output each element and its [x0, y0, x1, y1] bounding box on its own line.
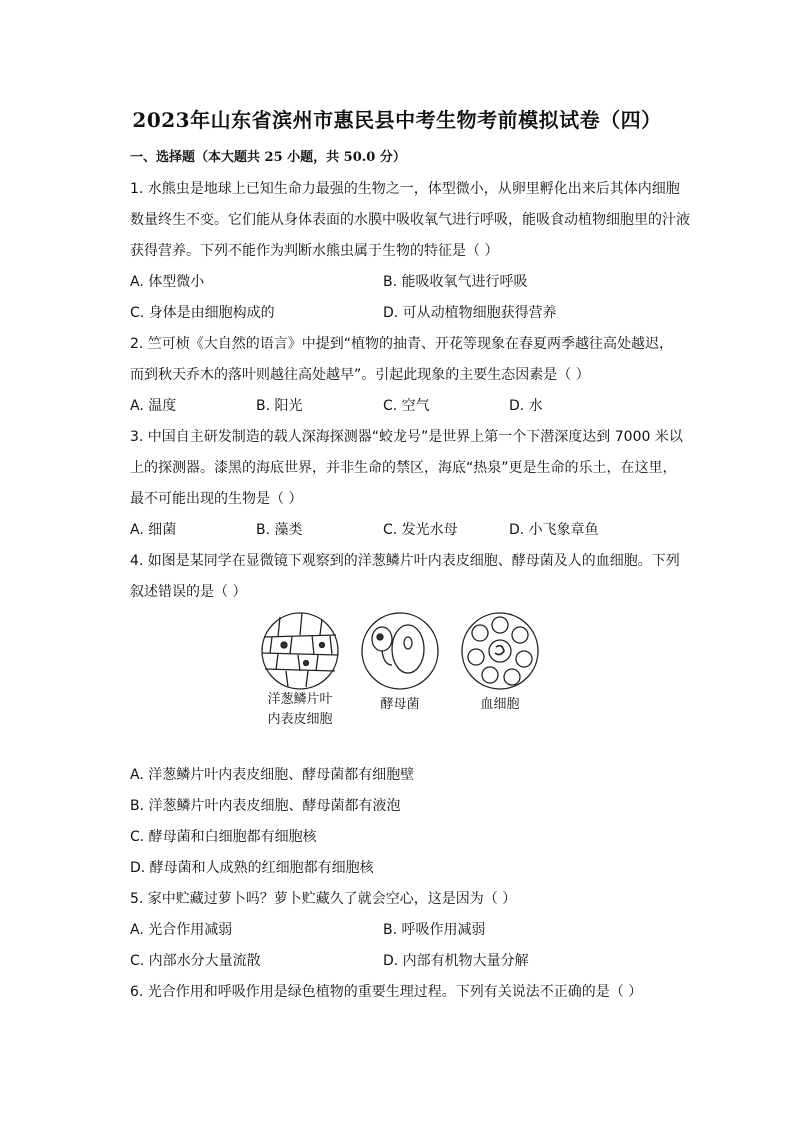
onion-epidermis-drawing [262, 613, 338, 689]
yeast-label: 酵母菌 [380, 697, 420, 712]
q3-option-c: C. 发光水母 [383, 522, 458, 538]
q2-option-c: C. 空气 [383, 398, 430, 414]
q4-option-d: D. 酵母菌和人成熟的红细胞都有细胞核 [130, 860, 374, 876]
onion-cell-label-line-1: 洋葱鳞片叶 [267, 692, 333, 707]
q1-line-1: 1. 水熊虫是地球上已知生命力最强的生物之一，体型微小，从卵里孵化出来后其体内细胞 [130, 181, 680, 197]
q5-option-c: C. 内部水分大量流散 [130, 953, 261, 969]
q3-option-b: B. 藻类 [256, 522, 303, 538]
q4-option-b: B. 洋葱鳞片叶内表皮细胞、酵母菌都有液泡 [130, 798, 401, 814]
exam-title: 2023年山东省滨州市惠民县中考生物考前模拟试卷（四） [132, 108, 662, 132]
q1-option-d: D. 可从动植物细胞获得营养 [383, 305, 557, 321]
q1-line-3: 获得营养。下列不能作为判断水熊虫属于生物的特征是（ ） [130, 243, 499, 259]
q2-line-1: 2. 竺可桢《大自然的语言》中提到“植物的抽青、开花等现象在春夏两季越往高处越迟， [130, 336, 674, 352]
q2-option-b: B. 阳光 [256, 398, 303, 414]
yeast-drawing [362, 613, 438, 689]
q3-option-d: D. 小飞象章鱼 [509, 522, 599, 538]
q4-line-1: 4. 如图是某同学在显微镜下观察到的洋葱鳞片叶内表皮细胞、酵母菌及人的血细胞。下列 [130, 553, 680, 569]
microscope-figure [250, 605, 550, 730]
q6-line-1: 6. 光合作用和呼吸作用是绿色植物的重要生理过程。下列有关说法不正确的是（ ） [130, 984, 643, 1000]
q2-option-a: A. 温度 [130, 398, 177, 414]
q5-option-d: D. 内部有机物大量分解 [383, 953, 529, 969]
q5-option-b: B. 呼吸作用减弱 [383, 922, 486, 938]
onion-cell-label-line-2: 内表皮细胞 [267, 712, 333, 727]
q1-option-a: A. 体型微小 [130, 274, 205, 290]
q2-line-2: 而到秋天乔木的落叶则越往高处越早”。引起此现象的主要生态因素是（ ） [130, 367, 590, 383]
q4-line-2: 叙述错误的是（ ） [130, 584, 247, 600]
q1-option-b: B. 能吸收氧气进行呼吸 [383, 274, 528, 290]
q5-line-1: 5. 家中贮藏过萝卜吗？萝卜贮藏久了就会空心，这是因为（ ） [130, 891, 517, 907]
q5-option-a: A. 光合作用减弱 [130, 922, 233, 938]
blood-cells-drawing [462, 613, 538, 689]
q2-option-d: D. 水 [509, 398, 543, 414]
q4-option-a: A. 洋葱鳞片叶内表皮细胞、酵母菌都有细胞壁 [130, 767, 415, 783]
q3-option-a: A. 细菌 [130, 522, 177, 538]
q3-line-2: 上的探测器。漆黑的海底世界，并非生命的禁区，海底“热泉”更是生命的乐土，在这里， [130, 460, 677, 476]
q4-option-c: C. 酵母菌和白细胞都有细胞核 [130, 829, 317, 845]
q1-line-2: 数量终生不变。它们能从身体表面的水膜中吸收氧气进行呼吸，能吸食动植物细胞里的汁液 [130, 212, 690, 228]
section-heading: 一、选择题（本大题共 25 小题，共 50.0 分） [130, 150, 406, 165]
blood-cell-label: 血细胞 [480, 697, 520, 712]
q3-line-3: 最不可能出现的生物是（ ） [130, 491, 303, 507]
q3-line-1: 3. 中国自主研发制造的载人深海探测器“蛟龙号”是世界上第一个下潜深度达到 7000 米以 [130, 429, 683, 445]
q1-option-c: C. 身体是由细胞构成的 [130, 305, 275, 321]
